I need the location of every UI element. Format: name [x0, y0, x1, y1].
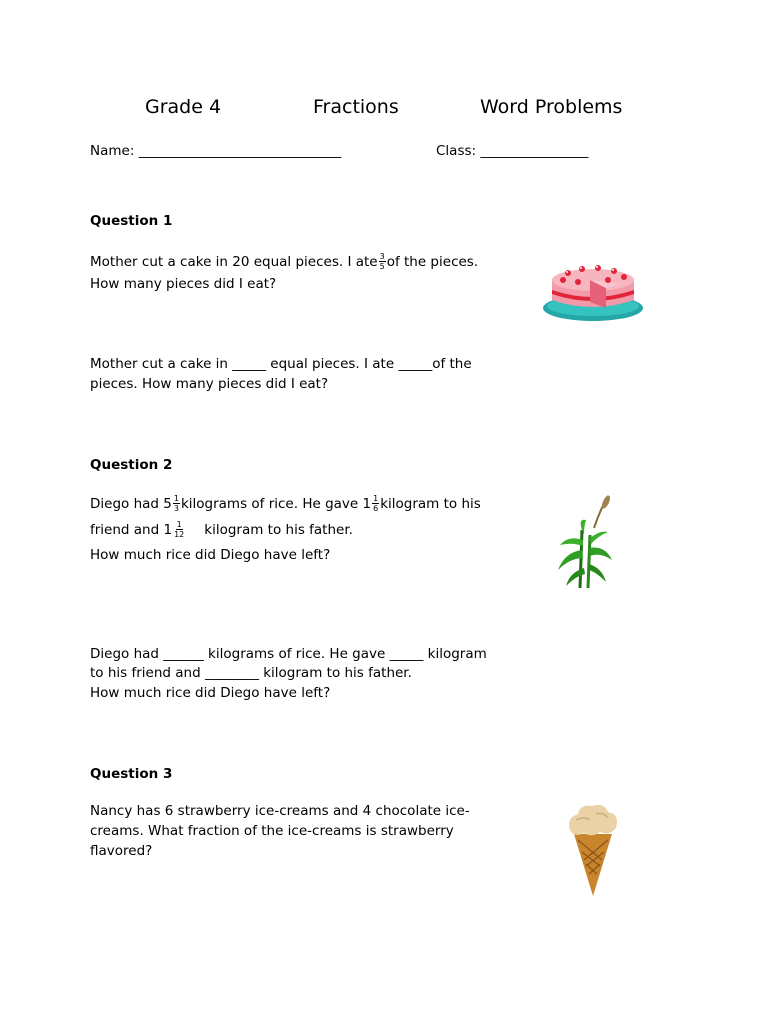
question-2-line-3: How much rice did Diego have left?	[90, 547, 331, 563]
fraction-3-5: $\frac{3}{5}$	[379, 251, 385, 271]
question-3-line-1: Nancy has 6 strawberry ice-creams and 4 chocolate ice-	[90, 803, 470, 819]
class-row	[436, 141, 588, 161]
question-1-line-1: Mother cut a cake in 20 equal pieces. I ate $\frac{3}{5}$ of the pieces.	[90, 251, 479, 271]
ice-cream-cone-icon	[562, 800, 624, 900]
class-blank[interactable]: ________________	[480, 143, 589, 159]
fraction-1-12: $\frac{1}{12}$	[174, 519, 185, 539]
question-3-heading: Question 3	[90, 766, 173, 782]
question-1-template-line-2: pieces. How many pieces did I eat?	[90, 376, 329, 392]
question-2-line-1: Diego had 5 $\frac{1}{3}$ kilograms of rice. He gave 1 $\frac{1}{6}$ kilogram to his	[90, 493, 481, 513]
cake-icon	[538, 258, 648, 330]
question-2-template-line-2: to his friend and ________ kilogram to his father.	[90, 665, 412, 681]
worksheet-type-title: Word Problems	[480, 96, 623, 118]
rice-plant-icon	[550, 490, 620, 590]
question-1-heading: Question 1	[90, 213, 173, 229]
grade-title: Grade 4	[145, 96, 222, 118]
name-label: Name:	[90, 143, 135, 159]
name-row	[90, 141, 341, 161]
question-2-template-line-3: How much rice did Diego have left?	[90, 685, 331, 701]
topic-title: Fractions	[313, 96, 399, 118]
question-2-heading: Question 2	[90, 457, 173, 473]
question-3-line-2: creams. What fraction of the ice-creams is strawberry	[90, 823, 454, 839]
class-label: Class:	[436, 143, 477, 159]
question-2-template-line-1: Diego had ______ kilograms of rice. He gave _____ kilogram	[90, 646, 487, 662]
question-1-template-line-1: Mother cut a cake in _____ equal pieces. I ate _____of the	[90, 356, 472, 372]
question-1-line-2: How many pieces did I eat?	[90, 276, 277, 292]
fraction-1-6: $\frac{1}{6}$	[373, 493, 379, 513]
question-3-line-3: flavored?	[90, 843, 153, 859]
question-2-line-2: friend and 1 $\frac{1}{12}$ kilogram to his father.	[90, 519, 353, 539]
name-blank[interactable]: ______________________________	[138, 143, 342, 159]
fraction-1-3: $\frac{1}{3}$	[173, 493, 179, 513]
